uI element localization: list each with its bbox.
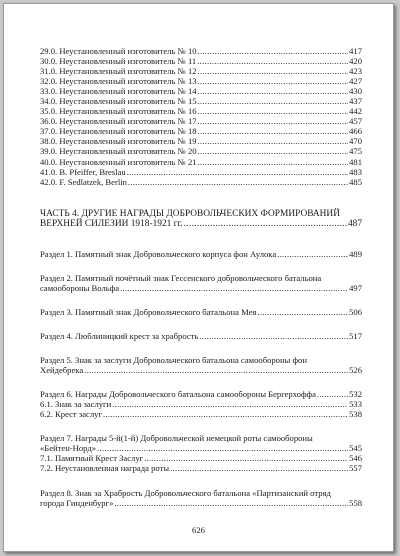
page-number: 430: [349, 86, 362, 97]
toc-entry: [40, 106, 362, 116]
section-8: Раздел 8. Знак за Храбрость Добровольческого батальона «Партизанский отряд города Гинденбург» ..... 558: [40, 488, 362, 508]
toc-entry-title: 32.0. Неустановленный изготовитель № 13: [40, 76, 197, 87]
page-number: 517: [349, 331, 362, 342]
toc-entry-title: 31.0. Неустановленный изготовитель № 12: [40, 66, 197, 77]
toc-entry: [40, 136, 362, 146]
page-footer-number: 626: [192, 525, 205, 535]
toc-entry: [40, 56, 362, 66]
toc-entry: [40, 96, 362, 106]
toc-entry: [40, 66, 362, 76]
toc-entry-title: 38.0. Неустановленный изготовитель № 19: [40, 136, 197, 147]
section-4: Раздел 4. Люблиницкий крест за храбрость ..... 517: [40, 331, 362, 341]
part-4-title-line1: ЧАСТЬ 4. ДРУГИЕ НАГРАДЫ ДОБРОВОЛЬЧЕСКИХ ФОРМИРОВАНИЙ: [40, 208, 340, 219]
toc-entry-title: 36.0. Неустановленный изготовитель № 17: [40, 116, 197, 127]
table-of-contents: [40, 46, 362, 508]
page-number: 506: [349, 306, 362, 317]
page-number: 437: [349, 96, 362, 107]
page-number: 466: [349, 126, 362, 137]
section-6: Раздел 6. Награды Добровольческого батальона самообороны Бергерхоффа ..... 532 6.1. Знак за заслуги ..... 533 6.2. Крест заслуг ..... 538: [40, 389, 362, 419]
page-number: 538: [349, 409, 362, 420]
part-4-title-line2: ВЕРХНЕЙ СИЛЕЗИИ 1918-1921 гг. ..... 487: [40, 219, 362, 230]
page-number: 487: [347, 219, 362, 230]
toc-list: [40, 46, 362, 187]
toc-entry-title: 42.0. F. Sedlatzek, Berlin: [40, 176, 127, 187]
toc-entry: [40, 157, 362, 167]
toc-entry-title: 41.0. B. Pfeiffer, Breslau: [40, 166, 126, 177]
toc-entry: [40, 86, 362, 96]
toc-entry-title: 39.0. Неустановленный изготовитель № 20: [40, 146, 197, 157]
toc-entry-title: 29.0. Неустановленный изготовитель № 10: [40, 46, 197, 56]
page-number: 457: [349, 116, 362, 127]
page-number: 526: [349, 365, 362, 376]
section-7: Раздел 7. Награды 5-й(1-й) Добровольческой немецкой роты самообороны «Бейтен-Норд» ..... 545 7.1. Памятный Крест Заслуг ..... 546 7.2. Неустановленная награда роты ..... 557: [40, 433, 362, 473]
page-number: 423: [349, 66, 362, 77]
toc-entry: [40, 46, 362, 56]
subsection-7-1: 7.1. Памятный Крест Заслуг ..... 546: [40, 453, 362, 463]
document-page: [3, 3, 394, 552]
page-number: 497: [349, 282, 362, 293]
toc-entry-title: 40.0. Неустановленный изготовитель № 21: [40, 156, 197, 167]
page-number: 546: [349, 453, 362, 464]
toc-entry: [40, 126, 362, 136]
page-number: 557: [349, 463, 362, 474]
part-4-heading: [40, 209, 362, 230]
subsection-6-1: 6.1. Знак за заслуги ..... 533: [40, 399, 362, 409]
toc-entry-title: 37.0. Неустановленный изготовитель № 18: [40, 126, 197, 137]
page-number: 533: [349, 399, 362, 410]
page-number: 417: [349, 46, 362, 56]
page-number: 427: [349, 76, 362, 87]
page-number: 532: [349, 389, 362, 400]
subsection-7-2: 7.2. Неустановленная награда роты ..... 557: [40, 463, 362, 473]
toc-entry: [40, 146, 362, 156]
section-2: Раздел 2. Памятный почётный знак Гессенского добровольческого батальона самообороны Вольфа ..... 497: [40, 273, 362, 293]
page-number: 481: [349, 156, 362, 167]
toc-entry-title: 30.0. Неустановленный изготовитель № 11: [40, 56, 197, 67]
page-number: 442: [349, 106, 362, 117]
toc-entry-title: 34.0. Неустановленный изготовитель № 15: [40, 96, 197, 107]
toc-entry: [40, 177, 362, 187]
page-number: 420: [349, 56, 362, 67]
page-number: 485: [349, 176, 362, 187]
subsection-6-2: 6.2. Крест заслуг ..... 538: [40, 409, 362, 419]
page-number: 489: [349, 248, 362, 259]
section-1: Раздел 1. Памятный знак Добровольческого корпуса фон Аулока ..... 489: [40, 249, 362, 259]
page-number: 475: [349, 146, 362, 157]
toc-entry: [40, 116, 362, 126]
section-5: Раздел 5. Знак за заслуги Добровольческого батальона самообороны фон Хейдебрека ..... 526: [40, 355, 362, 375]
page-number: 483: [349, 166, 362, 177]
toc-entry: [40, 167, 362, 177]
toc-entry-title: 33.0. Неустановленный изготовитель № 14: [40, 86, 197, 97]
section-3: Раздел 3. Памятный знак Добровольческого батальона Мея ..... 506: [40, 307, 362, 317]
toc-entry-title: 35.0. Неустановленный изготовитель № 16: [40, 106, 197, 117]
page-number: 558: [349, 497, 362, 508]
page-number: 545: [349, 443, 362, 454]
toc-entry: [40, 76, 362, 86]
page-number: 470: [349, 136, 362, 147]
